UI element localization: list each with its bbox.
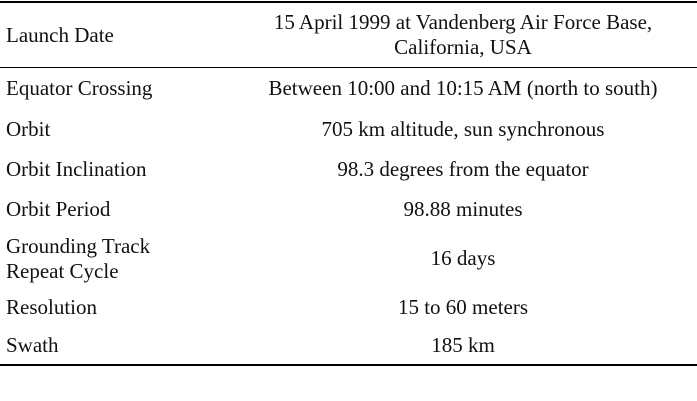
table-row-orbit-period (0, 189, 697, 229)
table-row-orbit-inclination (0, 149, 697, 189)
row-value-orbit-period: 98.88 minutes (403, 196, 523, 221)
row-label-equator-crossing: Equator Crossing (6, 76, 153, 101)
row-value-equator-crossing: Between 10:00 and 10:15 AM (north to south) (268, 76, 658, 101)
value-line: California, USA (394, 35, 532, 59)
row-value-grounding-track-repeat-cycle: 16 days (430, 246, 496, 271)
value-line: 15 April 1999 at Vandenberg Air Force Base, (273, 10, 653, 35)
table-row-grounding-track-repeat-cycle (0, 229, 697, 288)
table-row-swath (0, 326, 697, 365)
table-row-launch-date (0, 2, 697, 68)
satellite-specifications-table (0, 1, 697, 366)
row-label-resolution: Resolution (6, 294, 98, 319)
row-label-launch-date: Launch Date (0, 2, 229, 68)
row-value-orbit-inclination: 98.3 degrees from the equator (337, 156, 589, 181)
row-label-grounding-track-repeat-cycle (0, 229, 229, 288)
row-label-orbit-period: Orbit Period (6, 196, 111, 221)
row-value-launch-date (229, 2, 697, 68)
row-label-swath: Swath (0, 326, 229, 365)
table-row-equator-crossing (0, 68, 697, 110)
row-label-orbit: Orbit (6, 116, 51, 141)
row-value-swath: 185 km (229, 326, 697, 365)
label-line: Grounding Track (6, 233, 151, 258)
table-row-orbit (0, 109, 697, 149)
row-label-orbit-inclination: Orbit Inclination (6, 156, 147, 181)
row-value-orbit: 705 km altitude, sun synchronous (321, 116, 605, 141)
row-value-resolution: 15 to 60 meters (397, 294, 529, 319)
label-line: Repeat Cycle (6, 258, 119, 283)
table-row-resolution (0, 288, 697, 326)
